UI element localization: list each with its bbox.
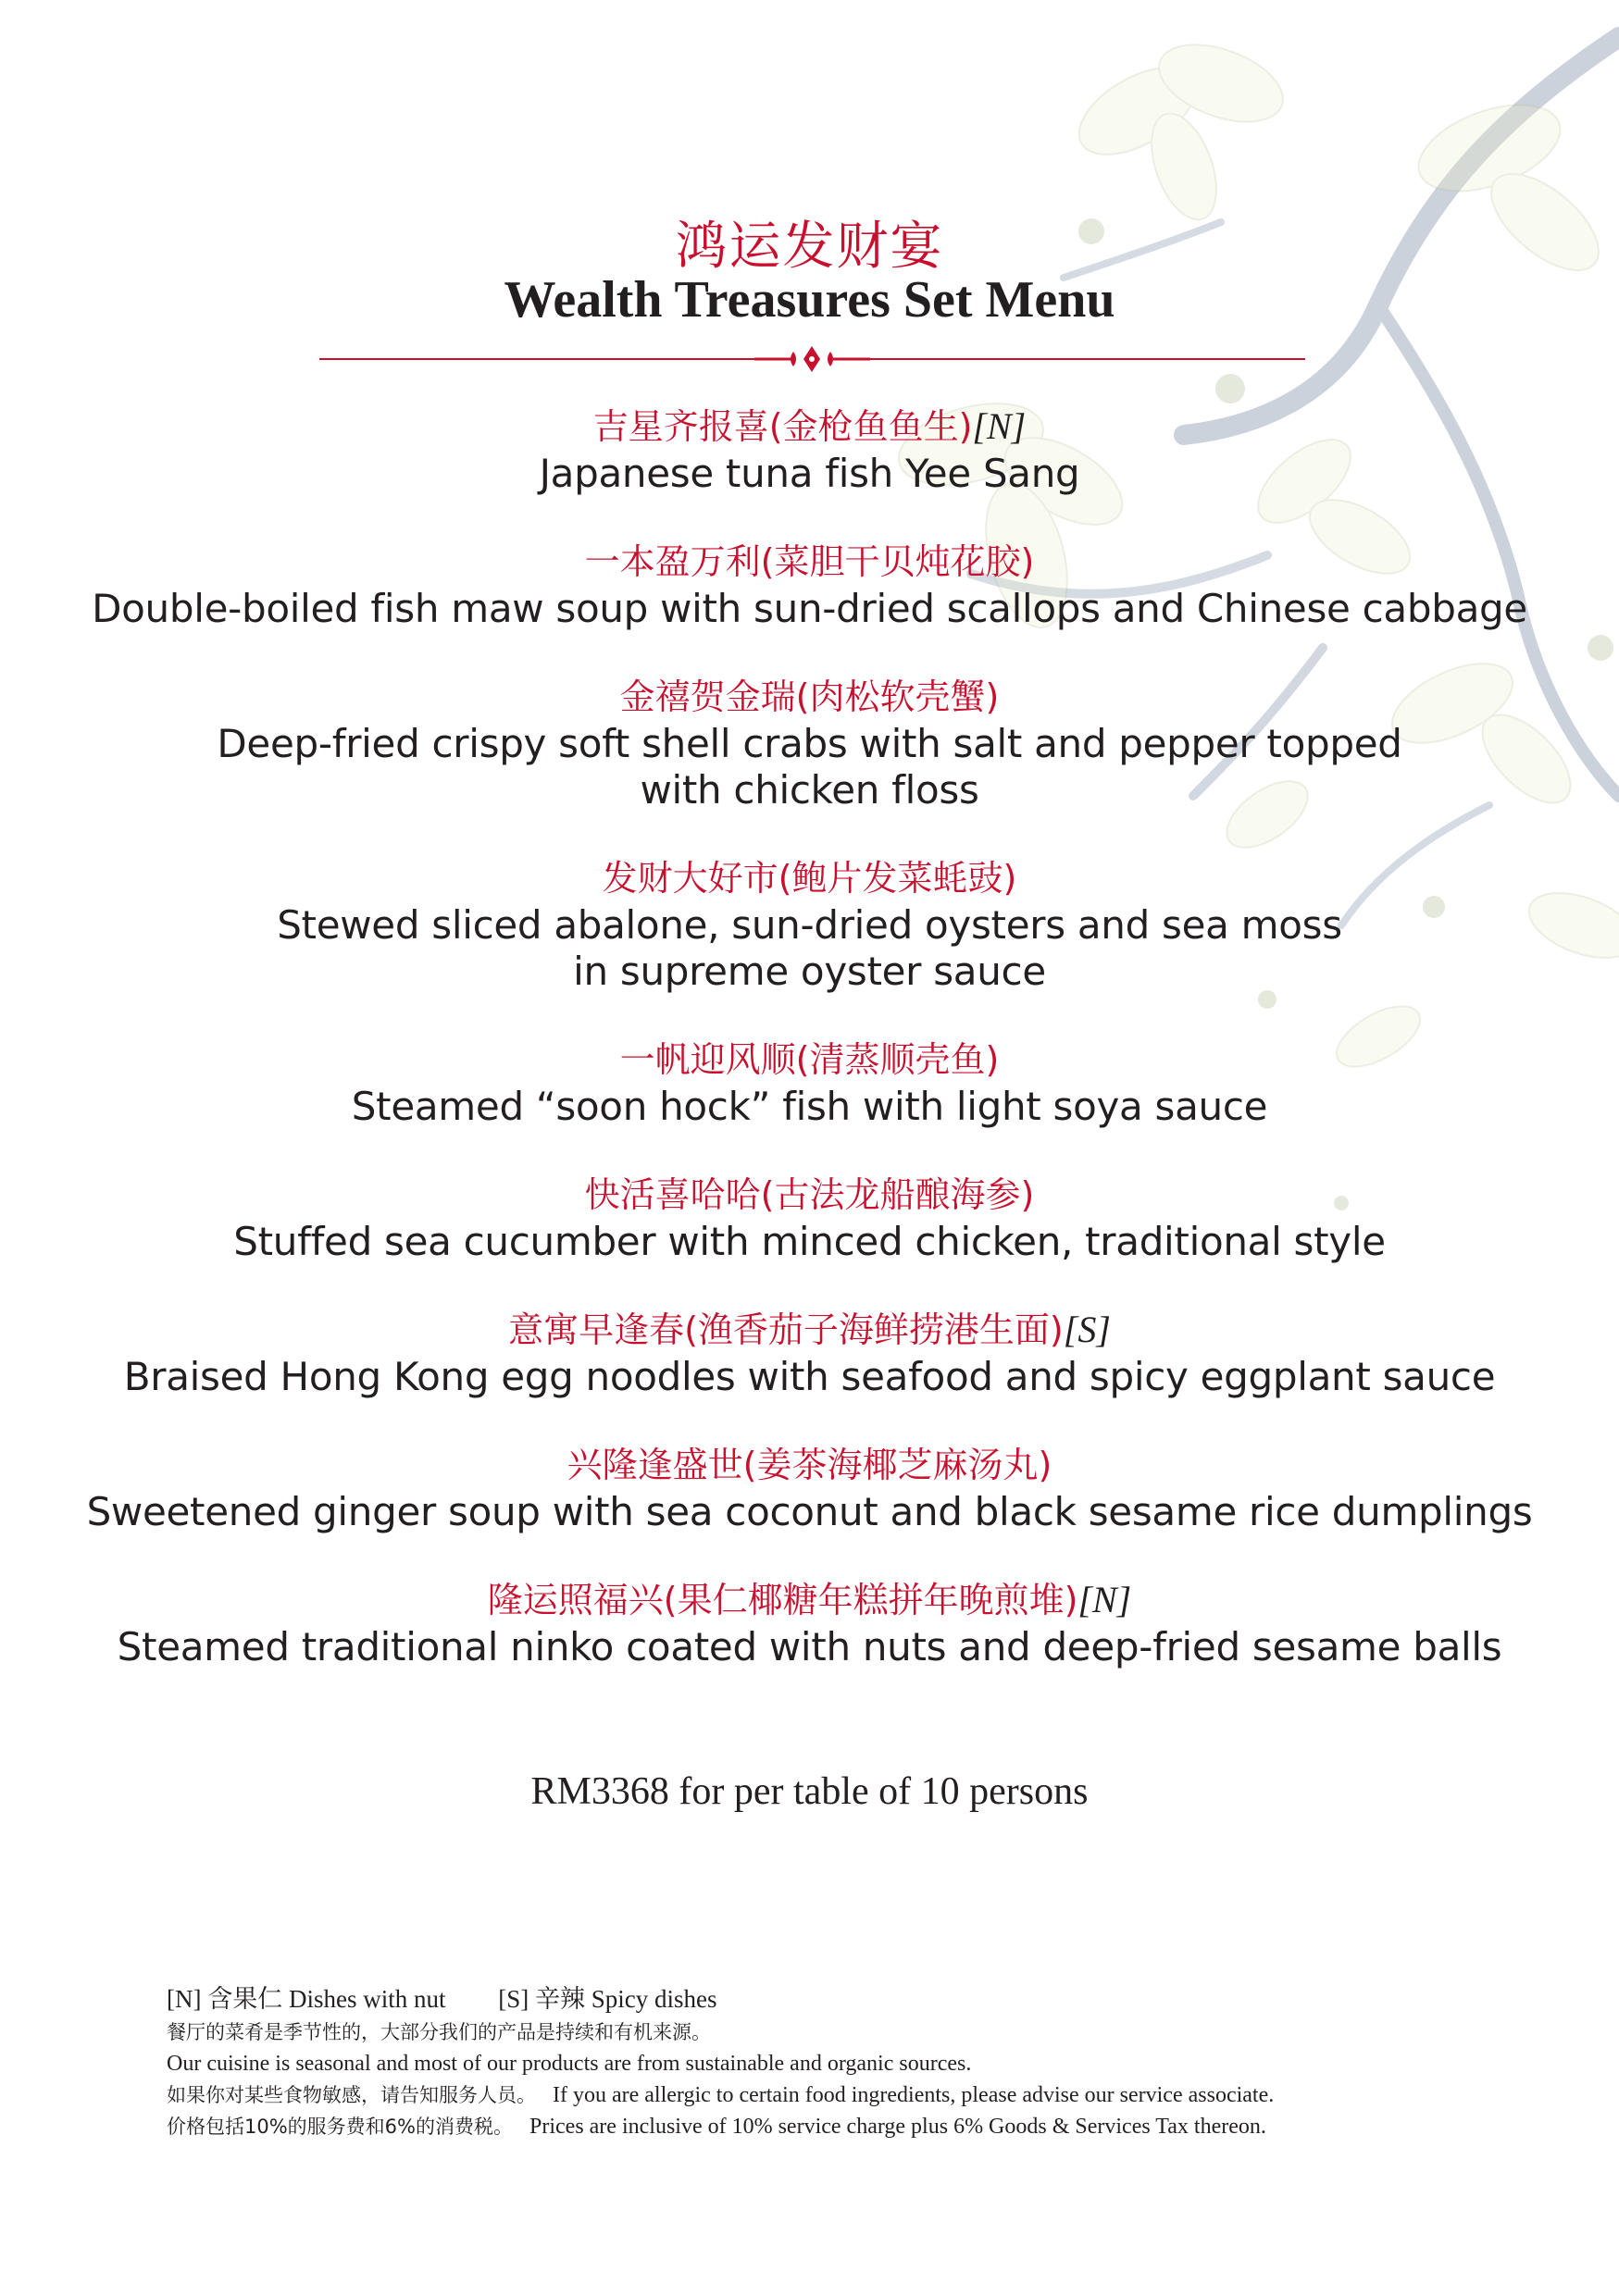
menu-title-english: Wealth Treasures Set Menu [504, 271, 1115, 329]
dietary-tag: [N] [1077, 1579, 1132, 1620]
tax-note-zh: 价格包括10%的服务费和6%的消费税。 [167, 2116, 513, 2138]
dish-item [0, 1306, 1619, 1400]
dish-item [0, 1171, 1619, 1265]
dish-name-chinese [0, 1306, 1619, 1354]
dish-list [0, 403, 1619, 1711]
dish-description-english: Double-boiled fish maw soup with sun-dried scallops and Chinese cabbage [92, 586, 1527, 631]
set-price: RM3368 for per table of 10 persons [530, 1770, 1089, 1813]
dish-description-english: with chicken floss [640, 767, 979, 813]
dish-description-english: Braised Hong Kong egg noodles with seafood and spicy eggplant sauce [123, 1354, 1496, 1399]
dish-description-english: Stuffed sea cucumber with minced chicken, traditional style [233, 1219, 1386, 1264]
dish-name-chinese-text: 隆运照福兴(果仁椰糖年糕拼年晚煎堆) [487, 1580, 1078, 1620]
allergy-note-en: If you are allergic to certain food ingredients, please advise our service associate. [553, 2083, 1275, 2107]
dish-name-chinese [0, 1441, 1619, 1489]
dish-description-english: Stewed sliced abalone, sun-dried oysters and sea moss [277, 902, 1342, 948]
legend-spicy: [S] 辛辣 Spicy dishes [498, 1985, 717, 2013]
dish-name-chinese-text: 意寓早逢春(渔香茄子海鲜捞港生面) [508, 1309, 1064, 1350]
dish-description-english: Deep-fried crispy soft shell crabs with salt and pepper topped [217, 721, 1402, 766]
dish-name-chinese [0, 403, 1619, 451]
dish-name-chinese [0, 1171, 1619, 1219]
dish-item [0, 1576, 1619, 1670]
dish-name-chinese-text: 发财大好市(鲍片发菜蚝豉) [602, 858, 1017, 899]
dish-name-chinese [0, 538, 1619, 586]
legend [167, 1983, 1509, 2015]
ornamental-divider [319, 341, 1305, 378]
dish-name-chinese [0, 854, 1619, 902]
dish-item [0, 673, 1619, 813]
dish-name-chinese [0, 1036, 1619, 1084]
dish-item [0, 403, 1619, 497]
dish-item [0, 538, 1619, 632]
dish-description-english: Steamed “soon hock” fish with light soya sauce [351, 1084, 1268, 1129]
dish-description-english: Japanese tuna fish Yee Sang [539, 451, 1080, 496]
seasonal-note-zh: 餐厅的菜肴是季节性的，大部分我们的产品是持续和有机来源。 [167, 2021, 711, 2043]
dish-description-english: Sweetened ginger soup with sea coconut and black sesame rice dumplings [86, 1489, 1533, 1534]
footer-notes [167, 1983, 1509, 2142]
dietary-tag: [N] [972, 405, 1027, 447]
dish-name-chinese [0, 1576, 1619, 1624]
dish-name-chinese-text: 一帆迎风顺(清蒸顺壳鱼) [619, 1039, 1000, 1080]
dish-description-english: Steamed traditional ninko coated with nuts and deep-fried sesame balls [117, 1624, 1502, 1669]
dish-item [0, 1036, 1619, 1130]
dish-name-chinese-text: 金禧贺金瑞(肉松软壳蟹) [619, 676, 1000, 717]
dish-item [0, 1441, 1619, 1535]
allergy-note-zh: 如果你对某些食物敏感，请告知服务人员。 [167, 2084, 536, 2106]
allergy-note [167, 2079, 1509, 2111]
tax-note-en: Prices are inclusive of 10% service charge plus 6% Goods & Services Tax thereon. [529, 2115, 1266, 2139]
dish-name-chinese-text: 快活喜哈哈(古法龙船酿海参) [584, 1174, 1035, 1215]
dish-item [0, 854, 1619, 995]
dish-name-chinese-text: 一本盈万利(菜胆干贝炖花胶) [584, 541, 1035, 582]
dish-name-chinese [0, 673, 1619, 721]
tax-note [167, 2111, 1509, 2142]
dish-name-chinese-text: 吉星齐报喜(金枪鱼鱼生) [592, 406, 973, 447]
legend-nut: [N] 含果仁 Dishes with nut [167, 1985, 446, 2013]
dietary-tag: [S] [1063, 1309, 1111, 1350]
dish-name-chinese-text: 兴隆逢盛世(姜茶海椰芝麻汤丸) [567, 1445, 1052, 1485]
seasonal-note-en: Our cuisine is seasonal and most of our products are from sustainable and organic sources. [167, 2052, 972, 2076]
menu-title-chinese: 鸿运发财宴 [675, 217, 944, 277]
dish-description-english: in supreme oyster sauce [573, 949, 1046, 994]
